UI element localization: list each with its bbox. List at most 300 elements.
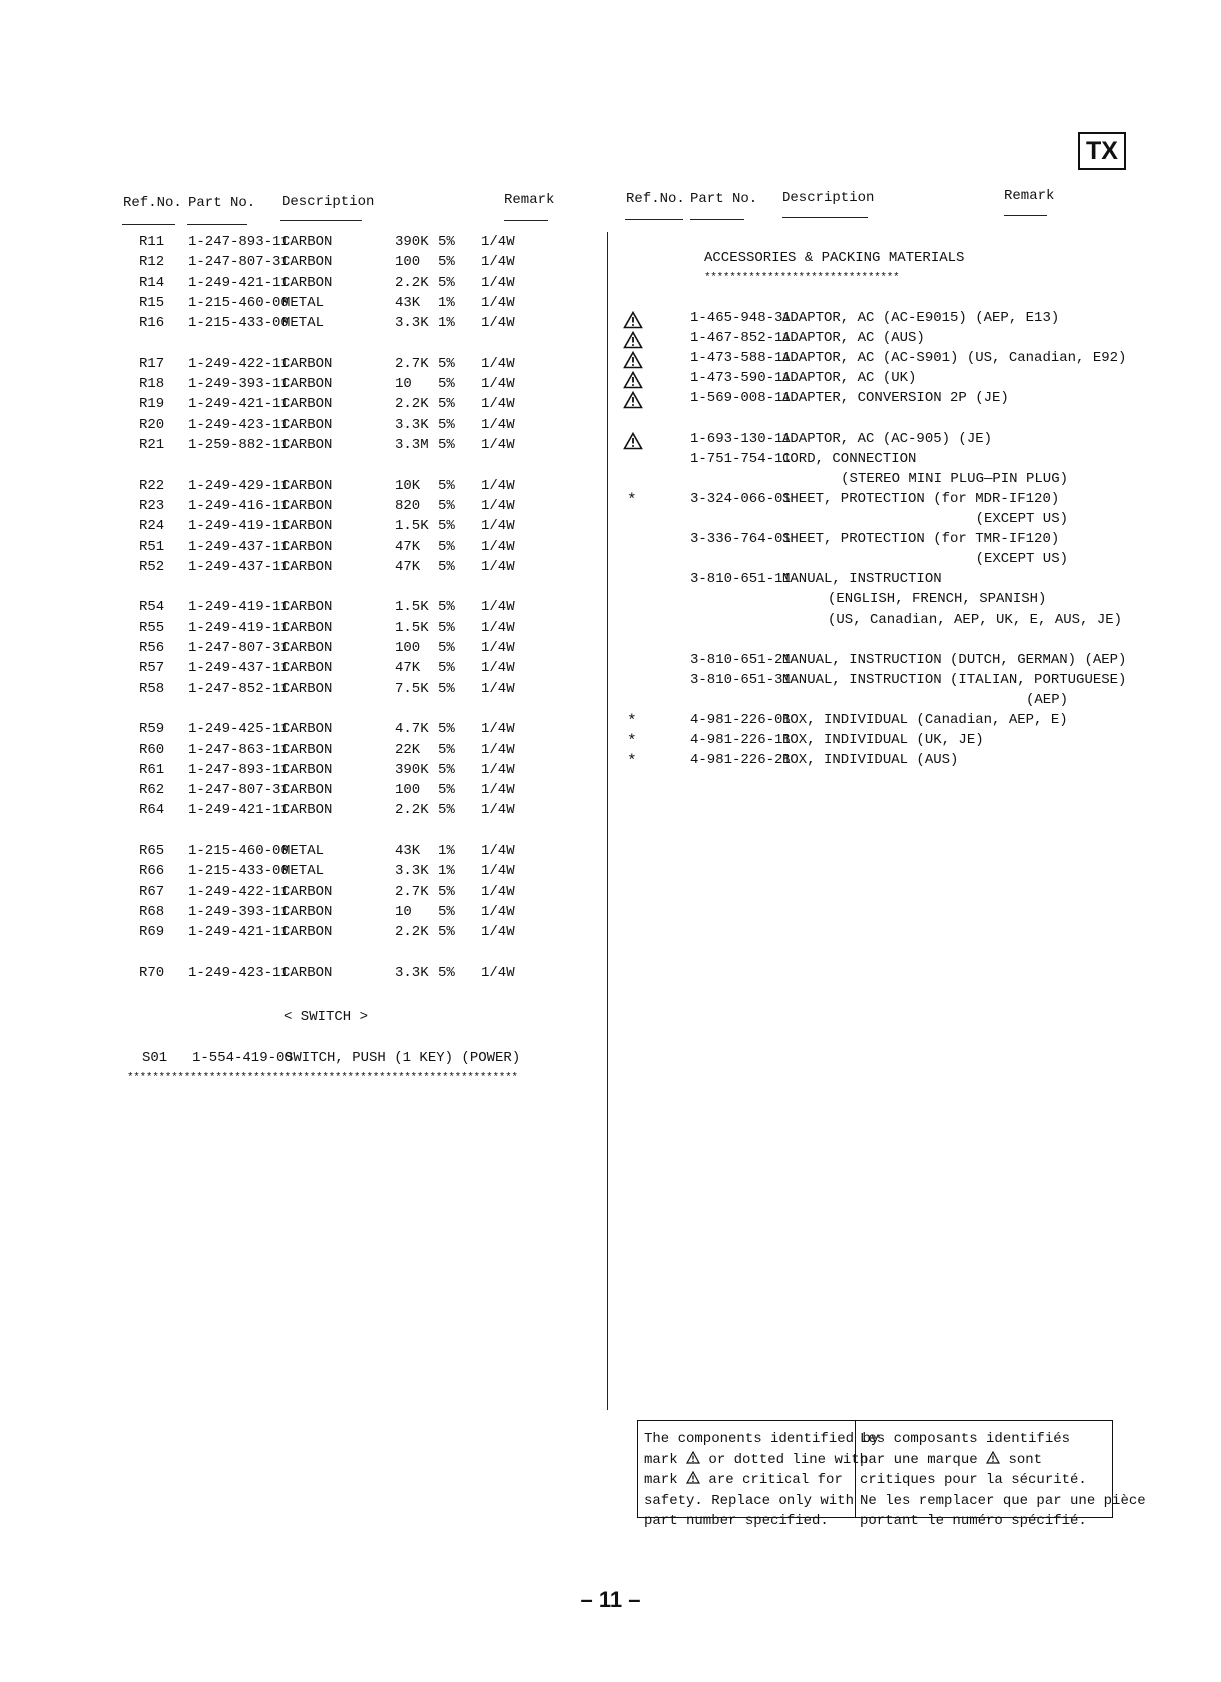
description-cell: (AEP) bbox=[1025, 691, 1068, 708]
value-cell: 2.7K bbox=[395, 355, 429, 372]
tolerance-cell: 5% bbox=[438, 782, 455, 799]
value-cell: 820 bbox=[395, 497, 421, 514]
warning-triangle-icon bbox=[686, 1451, 700, 1464]
new-part-mark: * bbox=[627, 732, 637, 751]
right-header-part: Part No. bbox=[690, 191, 758, 207]
notice-en-line: part number specified. bbox=[644, 1513, 829, 1529]
description-cell: ADAPTOR, AC (AC-S901) (US, Canadian, E92) bbox=[782, 350, 1127, 367]
tolerance-cell: 5% bbox=[438, 802, 455, 819]
list-item bbox=[0, 330, 1221, 350]
part-number-cell: 3-324-066-01 bbox=[690, 490, 791, 507]
part-number-cell: 1-249-421-11 bbox=[188, 924, 289, 941]
warning-triangle-icon bbox=[623, 331, 643, 349]
part-number-cell: 1-259-882-11 bbox=[188, 437, 289, 453]
description-cell: CARBON bbox=[282, 761, 333, 778]
description-cell: CARBON bbox=[282, 477, 333, 494]
ref-cell: R55 bbox=[139, 619, 165, 636]
value-cell: 390K bbox=[395, 234, 429, 250]
part-number-cell: 1-249-421-11 bbox=[188, 274, 289, 291]
value-cell: 390K bbox=[395, 761, 429, 778]
description-cell: ADAPTOR, AC (AC-E9015) (AEP, E13) bbox=[782, 310, 1060, 326]
tolerance-cell: 5% bbox=[438, 518, 455, 535]
wattage-cell: 1/4W bbox=[481, 782, 515, 799]
wattage-cell: 1/4W bbox=[481, 802, 515, 819]
left-header-part: Part No. bbox=[188, 195, 256, 211]
list-item bbox=[0, 310, 1221, 330]
part-number-cell: 1-751-754-11 bbox=[690, 450, 791, 467]
list-item bbox=[0, 370, 1221, 393]
tolerance-cell: 5% bbox=[438, 396, 455, 413]
notice-en-line bbox=[644, 1470, 879, 1491]
tolerance-cell: 5% bbox=[438, 924, 455, 941]
value-cell: 100 bbox=[395, 640, 421, 656]
right-header-remark-underline bbox=[1004, 215, 1047, 216]
wattage-cell: 1/4W bbox=[481, 680, 515, 697]
part-number-cell: 1-215-433-00 bbox=[188, 315, 289, 332]
description-cell: METAL bbox=[282, 294, 325, 311]
value-cell: 2.2K bbox=[395, 802, 429, 819]
part-number-cell: 3-810-651-11 bbox=[690, 571, 791, 588]
accessories-section-title: ACCESSORIES & PACKING MATERIALS bbox=[704, 250, 965, 266]
ref-cell: R24 bbox=[139, 518, 165, 535]
left-end-stars: ************************************************************** bbox=[127, 1072, 518, 1084]
part-number-cell: 1-249-393-11 bbox=[188, 903, 289, 920]
part-number-cell: 1-473-588-11 bbox=[690, 350, 791, 367]
notice-separator bbox=[855, 1421, 856, 1517]
safety-notice-english bbox=[644, 1429, 879, 1532]
part-number-cell: 1-247-893-11 bbox=[188, 761, 289, 778]
ref-cell: R21 bbox=[139, 437, 165, 453]
value-cell: 47K bbox=[395, 538, 421, 555]
tolerance-cell: 5% bbox=[438, 416, 455, 433]
description-cell: CARBON bbox=[282, 497, 333, 514]
wattage-cell: 1/4W bbox=[481, 964, 515, 981]
table-row bbox=[0, 924, 600, 944]
wattage-cell: 1/4W bbox=[481, 376, 515, 393]
tolerance-cell: 5% bbox=[438, 558, 455, 575]
value-cell: 7.5K bbox=[395, 680, 429, 697]
right-header-ref-underline bbox=[625, 219, 683, 220]
ref-cell: R61 bbox=[139, 761, 165, 778]
list-item bbox=[0, 531, 1221, 551]
value-cell: 43K bbox=[395, 843, 421, 859]
value-cell: 47K bbox=[395, 660, 421, 677]
accessories-section-stars: ******************************* bbox=[704, 272, 900, 284]
wattage-cell: 1/4W bbox=[481, 477, 515, 494]
part-number-cell: 1-247-893-11 bbox=[188, 234, 289, 250]
ref-cell: R67 bbox=[139, 883, 165, 900]
description-cell: CARBON bbox=[282, 802, 333, 819]
wattage-cell: 1/4W bbox=[481, 640, 515, 656]
part-number-cell: 3-810-651-31 bbox=[690, 671, 791, 688]
part-number-cell: 1-249-437-11 bbox=[188, 558, 289, 575]
description-cell: (US, Canadian, AEP, UK, E, AUS, JE) bbox=[828, 611, 1123, 628]
wattage-cell: 1/4W bbox=[481, 924, 515, 941]
description-cell: SHEET, PROTECTION (for TMR-IF120) bbox=[782, 531, 1060, 548]
part-number-cell: 1-247-852-11 bbox=[188, 680, 289, 697]
table-row bbox=[0, 884, 600, 904]
description-cell: CARBON bbox=[282, 660, 333, 677]
tolerance-cell: 5% bbox=[438, 619, 455, 636]
part-number-cell: 1-249-419-11 bbox=[188, 518, 289, 535]
value-cell: 3.3M bbox=[395, 437, 429, 453]
part-number-cell: 1-249-393-11 bbox=[188, 376, 289, 393]
value-cell: 2.7K bbox=[395, 883, 429, 900]
wattage-cell: 1/4W bbox=[481, 254, 515, 271]
warning-triangle-icon bbox=[623, 391, 643, 409]
value-cell: 10 bbox=[395, 903, 412, 920]
part-number-cell: 1-249-437-11 bbox=[188, 538, 289, 555]
part-number-cell: 1-247-807-31 bbox=[188, 782, 289, 799]
wattage-cell: 1/4W bbox=[481, 599, 515, 616]
warning-triangle-icon bbox=[686, 1471, 700, 1484]
left-header-remark-underline bbox=[504, 220, 548, 221]
value-cell: 2.2K bbox=[395, 274, 429, 291]
value-cell: 3.3K bbox=[395, 315, 429, 332]
description-cell: CARBON bbox=[282, 274, 333, 291]
table-row bbox=[0, 904, 600, 924]
value-cell: 100 bbox=[395, 254, 421, 271]
part-number-cell: 1-247-807-31 bbox=[188, 254, 289, 271]
part-number-cell: 1-249-422-11 bbox=[188, 355, 289, 372]
description-cell: CARBON bbox=[282, 355, 333, 372]
wattage-cell: 1/4W bbox=[481, 518, 515, 535]
safety-notice-french bbox=[860, 1429, 1146, 1532]
warning-triangle-icon bbox=[986, 1451, 1000, 1464]
tolerance-cell: 5% bbox=[438, 883, 455, 900]
description-cell: CARBON bbox=[282, 883, 333, 900]
ref-cell: R23 bbox=[139, 497, 165, 514]
description-cell: CARBON bbox=[282, 558, 333, 575]
tolerance-cell: 5% bbox=[438, 274, 455, 291]
value-cell: 3.3K bbox=[395, 863, 429, 880]
notice-en-text: mark bbox=[644, 1472, 678, 1488]
wattage-cell: 1/4W bbox=[481, 843, 515, 859]
value-cell: 3.3K bbox=[395, 416, 429, 433]
list-item bbox=[0, 652, 1221, 672]
ref-cell: R16 bbox=[139, 315, 165, 332]
list-item bbox=[0, 752, 1221, 772]
part-number-cell: 1-249-423-11 bbox=[188, 964, 289, 981]
description-cell: ADAPTER, CONVERSION 2P (JE) bbox=[782, 390, 1009, 407]
tolerance-cell: 5% bbox=[438, 376, 455, 393]
description-cell: CARBON bbox=[282, 254, 333, 271]
notice-fr-line: portant le numéro spécifié. bbox=[860, 1513, 1087, 1529]
description-cell: CARBON bbox=[282, 782, 333, 799]
description-cell: CARBON bbox=[282, 619, 333, 636]
part-number-cell: 1-249-422-11 bbox=[188, 883, 289, 900]
table-row bbox=[0, 802, 600, 822]
tolerance-cell: 5% bbox=[438, 660, 455, 677]
part-number-cell: 1-249-416-11 bbox=[188, 497, 289, 514]
wattage-cell: 1/4W bbox=[481, 437, 515, 453]
tx-section-tag: TX bbox=[1078, 132, 1126, 170]
new-part-mark: * bbox=[627, 490, 637, 509]
tolerance-cell: 1% bbox=[438, 315, 455, 332]
value-cell: 4.7K bbox=[395, 721, 429, 738]
description-cell: CARBON bbox=[282, 924, 333, 941]
part-number-cell: 1-467-852-11 bbox=[690, 330, 791, 347]
wattage-cell: 1/4W bbox=[481, 315, 515, 332]
description-cell: CARBON bbox=[282, 599, 333, 616]
page-number: – 11 – bbox=[580, 1587, 641, 1612]
description-cell: (STEREO MINI PLUG—PIN PLUG) bbox=[841, 470, 1068, 487]
description-cell: METAL bbox=[282, 863, 325, 880]
value-cell: 47K bbox=[395, 558, 421, 575]
right-header-part-underline bbox=[690, 219, 744, 220]
notice-en-text: or dotted line with bbox=[708, 1451, 869, 1468]
list-item bbox=[0, 390, 1221, 413]
safety-notice-box bbox=[637, 1420, 1146, 1529]
table-row bbox=[0, 843, 600, 863]
description-cell: ADAPTOR, AC (AUS) bbox=[782, 330, 925, 347]
left-header-remark: Remark bbox=[504, 192, 555, 208]
value-cell: 10 bbox=[395, 376, 412, 393]
notice-en-line bbox=[644, 1450, 879, 1471]
description-cell: CARBON bbox=[282, 964, 333, 981]
ref-cell: R69 bbox=[139, 924, 165, 941]
part-number-cell: 1-249-419-11 bbox=[188, 619, 289, 636]
tolerance-cell: 5% bbox=[438, 964, 455, 981]
description-cell: CARBON bbox=[282, 416, 333, 433]
value-cell: 2.2K bbox=[395, 924, 429, 941]
ref-cell: R17 bbox=[139, 355, 165, 372]
description-cell: SHEET, PROTECTION (for MDR-IF120) bbox=[782, 490, 1060, 507]
ref-cell: R60 bbox=[139, 741, 165, 758]
description-cell: MANUAL, INSTRUCTION bbox=[782, 571, 942, 588]
description-cell: BOX, INDIVIDUAL (Canadian, AEP, E) bbox=[782, 712, 1068, 728]
ref-cell: R64 bbox=[139, 802, 165, 819]
value-cell: 1.5K bbox=[395, 518, 429, 535]
part-number-cell: 3-810-651-21 bbox=[690, 651, 791, 668]
description-cell: ADAPTOR, AC (AC-905) (JE) bbox=[782, 430, 993, 447]
ref-cell: R65 bbox=[139, 843, 165, 859]
warning-triangle-icon bbox=[623, 432, 643, 450]
part-number-cell: 1-215-460-00 bbox=[188, 294, 289, 311]
ref-cell: R54 bbox=[139, 599, 165, 616]
description-cell: MANUAL, INSTRUCTION (ITALIAN, PORTUGUESE) bbox=[782, 671, 1127, 688]
tolerance-cell: 5% bbox=[438, 680, 455, 697]
switch-heading: < SWITCH > bbox=[284, 1009, 369, 1025]
left-header-desc-underline bbox=[280, 220, 362, 221]
left-header-ref: Ref.No. bbox=[123, 195, 182, 211]
wattage-cell: 1/4W bbox=[481, 558, 515, 575]
value-cell: 2.2K bbox=[395, 396, 429, 413]
description-cell: METAL bbox=[282, 315, 325, 332]
list-item bbox=[0, 612, 1221, 632]
wattage-cell: 1/4W bbox=[481, 660, 515, 677]
part-number-cell: 1-215-460-00 bbox=[188, 843, 289, 859]
description-cell: CARBON bbox=[282, 640, 333, 656]
description-cell: CORD, CONNECTION bbox=[782, 450, 917, 467]
list-item bbox=[0, 511, 1221, 531]
part-number-cell: 4-981-226-01 bbox=[690, 712, 791, 728]
right-header-desc-underline bbox=[782, 217, 868, 218]
wattage-cell: 1/4W bbox=[481, 355, 515, 372]
tolerance-cell: 5% bbox=[438, 254, 455, 271]
tolerance-cell: 5% bbox=[438, 640, 455, 656]
part-number-cell: 1-569-008-11 bbox=[690, 390, 791, 407]
wattage-cell: 1/4W bbox=[481, 234, 515, 250]
part-number-cell: 3-336-764-01 bbox=[690, 531, 791, 548]
part-number-cell: 1-215-433-00 bbox=[188, 863, 289, 880]
ref-cell: R18 bbox=[139, 376, 165, 393]
tolerance-cell: 5% bbox=[438, 234, 455, 250]
table-row bbox=[0, 234, 600, 254]
list-item bbox=[0, 491, 1221, 511]
ref-cell: R15 bbox=[139, 294, 165, 311]
wattage-cell: 1/4W bbox=[481, 741, 515, 758]
notice-en-text: mark bbox=[644, 1451, 678, 1468]
right-header-remark: Remark bbox=[1004, 188, 1055, 204]
value-cell: 10K bbox=[395, 477, 421, 494]
tolerance-cell: 5% bbox=[438, 761, 455, 778]
description-cell: CARBON bbox=[282, 721, 333, 738]
table-row bbox=[0, 782, 600, 802]
ref-cell: R51 bbox=[139, 538, 165, 555]
list-item bbox=[0, 571, 1221, 591]
switch-desc: SWITCH, PUSH (1 KEY) (POWER) bbox=[285, 1050, 521, 1066]
part-number-cell: 1-465-948-31 bbox=[690, 310, 791, 326]
left-header-desc: Description bbox=[282, 194, 375, 210]
list-item bbox=[0, 712, 1221, 732]
notice-en-line: safety. Replace only with bbox=[644, 1492, 855, 1509]
wattage-cell: 1/4W bbox=[481, 721, 515, 738]
part-number-cell: 1-249-423-11 bbox=[188, 416, 289, 433]
tolerance-cell: 5% bbox=[438, 497, 455, 514]
value-cell: 100 bbox=[395, 782, 421, 799]
warning-triangle-icon bbox=[623, 311, 643, 329]
notice-en-text: are critical for bbox=[708, 1472, 843, 1488]
description-cell: CARBON bbox=[282, 538, 333, 555]
description-cell: CARBON bbox=[282, 437, 333, 453]
tolerance-cell: 1% bbox=[438, 294, 455, 311]
part-number-cell: 1-249-437-11 bbox=[188, 660, 289, 677]
wattage-cell: 1/4W bbox=[481, 416, 515, 433]
warning-triangle-icon bbox=[623, 351, 643, 369]
notice-en-line: The components identified by bbox=[644, 1431, 880, 1447]
part-number-cell: 1-693-130-11 bbox=[690, 430, 791, 447]
wattage-cell: 1/4W bbox=[481, 619, 515, 636]
table-row bbox=[0, 275, 600, 295]
part-number-cell: 4-981-226-21 bbox=[690, 752, 791, 769]
description-cell: CARBON bbox=[282, 396, 333, 413]
wattage-cell: 1/4W bbox=[481, 903, 515, 920]
ref-cell: R20 bbox=[139, 416, 165, 433]
part-number-cell: 1-249-419-11 bbox=[188, 599, 289, 616]
ref-cell: R66 bbox=[139, 863, 165, 880]
description-cell: CARBON bbox=[282, 234, 333, 250]
switch-ref: S01 bbox=[142, 1050, 168, 1066]
ref-cell: R70 bbox=[139, 964, 165, 981]
list-item bbox=[0, 692, 1221, 712]
part-number-cell: 1-247-863-11 bbox=[188, 741, 289, 758]
wattage-cell: 1/4W bbox=[481, 538, 515, 555]
description-cell: CARBON bbox=[282, 903, 333, 920]
notice-fr-line: Les composants identifiés bbox=[860, 1431, 1071, 1447]
part-number-cell: 1-473-590-11 bbox=[690, 370, 791, 387]
tolerance-cell: 5% bbox=[438, 903, 455, 920]
notice-fr-line bbox=[860, 1450, 1146, 1471]
ref-cell: R19 bbox=[139, 396, 165, 413]
description-cell: BOX, INDIVIDUAL (AUS) bbox=[782, 752, 959, 769]
wattage-cell: 1/4W bbox=[481, 863, 515, 880]
description-cell: MANUAL, INSTRUCTION (DUTCH, GERMAN) (AEP) bbox=[782, 651, 1127, 668]
list-item bbox=[0, 451, 1221, 471]
list-item bbox=[0, 672, 1221, 692]
wattage-cell: 1/4W bbox=[481, 396, 515, 413]
right-header-ref: Ref.No. bbox=[626, 191, 685, 207]
wattage-cell: 1/4W bbox=[481, 274, 515, 291]
notice-fr-text: par une marque bbox=[860, 1451, 978, 1468]
tolerance-cell: 5% bbox=[438, 599, 455, 616]
value-cell: 3.3K bbox=[395, 964, 429, 981]
description-cell: CARBON bbox=[282, 680, 333, 697]
description-cell: BOX, INDIVIDUAL (UK, JE) bbox=[782, 732, 984, 749]
tolerance-cell: 5% bbox=[438, 437, 455, 453]
description-cell: ADAPTOR, AC (UK) bbox=[782, 370, 917, 387]
list-item bbox=[0, 431, 1221, 451]
value-cell: 22K bbox=[395, 741, 421, 758]
tolerance-cell: 5% bbox=[438, 355, 455, 372]
part-number-cell: 1-247-807-31 bbox=[188, 640, 289, 656]
ref-cell: R14 bbox=[139, 274, 165, 291]
wattage-cell: 1/4W bbox=[481, 761, 515, 778]
list-item bbox=[0, 591, 1221, 611]
wattage-cell: 1/4W bbox=[481, 883, 515, 900]
notice-fr-line: Ne les remplacer que par une pièce bbox=[860, 1492, 1146, 1509]
tolerance-cell: 5% bbox=[438, 741, 455, 758]
part-number-cell: 1-249-429-11 bbox=[188, 477, 289, 494]
list-item bbox=[0, 551, 1221, 571]
ref-cell: R11 bbox=[139, 234, 165, 250]
description-cell: (ENGLISH, FRENCH, SPANISH) bbox=[828, 591, 1047, 608]
description-cell: (EXCEPT US) bbox=[975, 511, 1068, 527]
description-cell: CARBON bbox=[282, 376, 333, 393]
list-item bbox=[0, 732, 1221, 752]
left-header-ref-underline bbox=[122, 224, 175, 225]
table-row bbox=[0, 254, 600, 274]
description-cell: CARBON bbox=[282, 518, 333, 535]
ref-cell: R22 bbox=[139, 477, 165, 494]
value-cell: 1.5K bbox=[395, 619, 429, 636]
list-item bbox=[0, 471, 1221, 491]
right-header-desc: Description bbox=[782, 190, 875, 206]
part-number-cell: 1-249-421-11 bbox=[188, 802, 289, 819]
tolerance-cell: 1% bbox=[438, 863, 455, 880]
ref-cell: R52 bbox=[139, 558, 165, 575]
warning-triangle-icon bbox=[623, 371, 643, 389]
ref-cell: R58 bbox=[139, 680, 165, 697]
switch-part: 1-554-419-00 bbox=[192, 1050, 293, 1066]
table-row bbox=[0, 863, 600, 883]
description-cell: (EXCEPT US) bbox=[975, 551, 1068, 568]
left-header-part-underline bbox=[187, 224, 247, 225]
part-number-cell: 1-249-421-11 bbox=[188, 396, 289, 413]
new-part-mark: * bbox=[627, 712, 637, 730]
value-cell: 43K bbox=[395, 294, 421, 311]
notice-fr-line: critiques pour la sécurité. bbox=[860, 1472, 1087, 1488]
wattage-cell: 1/4W bbox=[481, 294, 515, 311]
ref-cell: R59 bbox=[139, 721, 165, 738]
description-cell: METAL bbox=[282, 843, 325, 859]
part-number-cell: 4-981-226-11 bbox=[690, 732, 791, 749]
tolerance-cell: 5% bbox=[438, 538, 455, 555]
tolerance-cell: 5% bbox=[438, 477, 455, 494]
wattage-cell: 1/4W bbox=[481, 497, 515, 514]
tolerance-cell: 1% bbox=[438, 843, 455, 859]
ref-cell: R56 bbox=[139, 640, 165, 656]
